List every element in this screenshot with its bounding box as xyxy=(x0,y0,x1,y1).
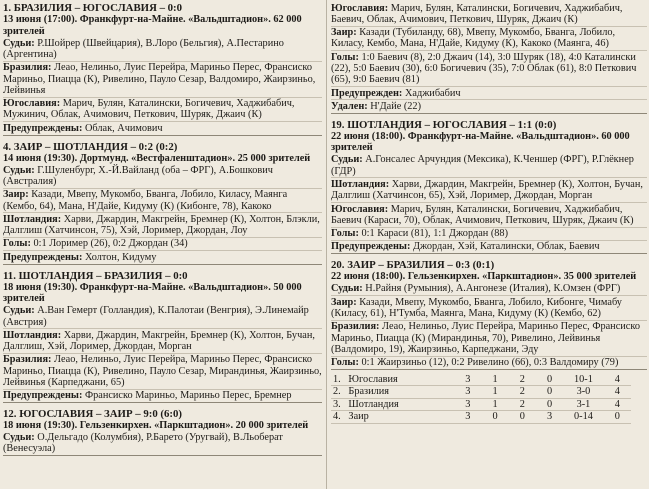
goals-cell: 0-14 xyxy=(563,411,604,424)
played-cell: 3 xyxy=(454,411,481,424)
row-label: Югославия: xyxy=(331,2,389,14)
detail-row xyxy=(331,87,647,100)
row-label: Судьи: xyxy=(331,154,363,166)
detail-row xyxy=(3,329,322,354)
detail-row xyxy=(331,154,647,179)
detail-row xyxy=(3,238,322,251)
row-text: Франсиско Мариньо, Мариньо Перес, Бремнер xyxy=(82,390,292,402)
row-label: Судьи: xyxy=(3,305,35,317)
table-row xyxy=(331,411,631,424)
detail-row xyxy=(331,283,647,296)
row-text: 0:1 Караси (81), 1:1 Джордан (88) xyxy=(358,228,509,240)
draws-cell: 2 xyxy=(509,398,536,411)
row-text: А.Ван Гемерт (Голландия), К.Палотаи (Венгрия), Э.Линемайр (Австрия) xyxy=(3,305,309,328)
column-divider xyxy=(326,0,327,489)
played-cell: 3 xyxy=(454,386,481,399)
row-text: Облак, Ачимович xyxy=(82,122,163,134)
row-label: Шотландия: xyxy=(3,329,62,341)
row-text: Марич, Булян, Каталински, Богичевич, Хаджибабич, Баевич (Караси, 70), Облак, Ачимович, Петкович, Шуряк, Джаич (К) xyxy=(331,203,634,226)
match-info: 14 июня (19:30). Дортмунд. «Вестфаленштадион». 25 000 зрителей xyxy=(3,152,311,164)
match-title: 20. ЗАИР – БРАЗИЛИЯ – 0:3 (0:1) xyxy=(331,259,495,272)
points-cell: 4 xyxy=(604,398,631,411)
row-label: Бразилия: xyxy=(331,321,380,333)
wins-cell: 1 xyxy=(481,386,508,399)
row-label: Предупреждены: xyxy=(3,251,83,263)
wins-cell: 1 xyxy=(481,398,508,411)
detail-row xyxy=(3,189,322,214)
row-text: О.Дельгадо (Колумбия), Р.Барето (Уругвай), В.Льоберат (Венесуэла) xyxy=(3,432,283,455)
position-cell: 4. xyxy=(331,411,346,424)
match-title: 19. ШОТЛАНДИЯ – ЮГОСЛАВИЯ – 1:1 (0:0) xyxy=(331,118,557,131)
row-text: Леао, Нелиньо, Луис Перейра, Мариньо Перес, Франсиско Мариньо, Пиацца (К), Ривелино, Пауло Сезар, Мирандинья, Жаирзиньо, Лейвинья (Карпеджани, 65) xyxy=(3,354,322,388)
detail-row xyxy=(3,98,322,123)
row-label: Голы: xyxy=(331,51,359,63)
row-label: Шотландия: xyxy=(3,213,62,225)
team-cell: Бразилия xyxy=(346,386,454,399)
left-column xyxy=(3,2,322,458)
row-label: Предупреждены: xyxy=(3,122,83,134)
row-text: Харви, Джардин, Макгрейн, Бремнер (К), Холтон, Бучан, Далглиш (Хатчинсон, 65), Хэй, Лоример, Джордан, Морган xyxy=(331,178,643,202)
row-text: Казади, Мвепу, Мукомбо, Бвангa, Лобило, Кибонге, Чимабу (Киласу, 61), Н'Тумба, Маянга, Мана, Кидуму (К) (Кембо, 62) xyxy=(331,296,622,319)
losses-cell: 3 xyxy=(536,411,563,424)
row-text: Н'Дайе (22) xyxy=(367,100,422,112)
detail-row xyxy=(3,354,322,390)
row-text: Марич, Булян, Каталински, Богичевич, Хаджибабич, Баевич, Облак, Ачимович, Петкович, Шуряк, Джаич (К) xyxy=(331,2,623,25)
row-text: Казади, Мвепу, Мукомбо, Бвангa, Лобило, Киласу, Маянга (Кембо, 64), Мана, Н'Дайе, Кидуму (К) (Кибонге, 78), Какоко xyxy=(3,189,288,212)
wins-cell: 0 xyxy=(481,411,508,424)
table-row xyxy=(331,398,631,411)
row-text: 1:0 Баевич (8), 2:0 Джаич (14), 3:0 Шуряк (18), 4:0 Каталински (22), 5:0 Баевич (30), 6:0 Богичевич (35), 7:0 Облак (61), 8:0 Петкович (65), 9:0 Баевич (81) xyxy=(331,51,637,86)
position-cell: 3. xyxy=(331,398,346,411)
detail-row xyxy=(3,251,322,264)
detail-row xyxy=(331,241,647,254)
match-info: 22 июня (18:00). Франкфурт-на-Майне. «Вальдштадион». 60 000 зрителей xyxy=(331,130,630,154)
match-info: 18 июня (19:30). Гельзенкирхен. «Паркштадион». 20 000 зрителей xyxy=(3,420,309,432)
row-label: Предупрежден: xyxy=(331,87,403,99)
table-row xyxy=(331,386,631,399)
goals-cell: 3-0 xyxy=(563,386,604,399)
row-label: Судьи: xyxy=(3,37,35,49)
losses-cell: 0 xyxy=(536,374,563,386)
team-cell: Шотландия xyxy=(346,398,454,411)
row-label: Судьи: xyxy=(3,164,35,176)
row-text: Леао, Нелиньо, Луис Перейра, Мариньо Перес, Франсиско Мариньо, Пиацца (К), Ривелино, Пауло Сезар, Валдомиро, Жаирзиньо, Лейвинья xyxy=(3,62,316,96)
position-cell: 2. xyxy=(331,386,346,399)
group-standings-table xyxy=(331,374,631,424)
row-text: 0:1 Жаирзиньо (12), 0:2 Ривелино (66), 0:3 Валдомиру (79) xyxy=(358,357,619,369)
row-label: Югославия: xyxy=(3,98,61,110)
row-text: Г.Шуленбург, Х.-Й.Вайланд (оба – ФРГ), А.Бошкович (Австралия) xyxy=(3,164,273,187)
match-report xyxy=(3,270,322,404)
row-text: Харви, Джардин, Макгрейн, Бремнер (К), Холтон, Бучан, Далглиш, Хэй, Лоример, Джордан, Морган xyxy=(3,329,315,353)
goals-cell: 3-1 xyxy=(563,398,604,411)
match-title: 4. ЗАИР – ШОТЛАНДИЯ – 0:2 (0:2) xyxy=(3,140,178,153)
row-label: Голы: xyxy=(331,357,359,369)
detail-row xyxy=(331,203,647,228)
detail-row xyxy=(3,37,322,62)
row-label: Югославия: xyxy=(331,203,389,215)
detail-row xyxy=(331,178,647,203)
row-label: Голы: xyxy=(331,228,359,240)
draws-cell: 0 xyxy=(509,411,536,424)
draws-cell: 2 xyxy=(509,386,536,399)
row-label: Заир: xyxy=(3,189,29,201)
row-label: Заир: xyxy=(331,27,357,39)
detail-row xyxy=(3,432,322,457)
detail-row xyxy=(331,100,647,113)
row-text: Леао, Нелиньо, Луис Перейра, Мариньо Перес, Франсиско Мариньо, Пиацца (К) (Мирандинья, 70), Ривелино, Лейвинья (Валдомиро, 19), Жаирзиньо, Карпеджани, Эду xyxy=(331,321,640,355)
row-text: Н.Райня (Румыния), А.Ангонезе (Италия), К.Омзен (ФРГ) xyxy=(362,283,621,295)
row-label: Голы: xyxy=(3,238,31,250)
match-report xyxy=(331,259,647,370)
losses-cell: 0 xyxy=(536,386,563,399)
points-cell: 4 xyxy=(604,374,631,386)
team-cell: Югославия xyxy=(346,374,454,386)
row-text: А.Гонсалес Арчундия (Мексика), К.Ченшер (ФРГ), Р.Глёкнер (ГДР) xyxy=(331,154,634,177)
detail-row xyxy=(3,390,322,403)
match-report xyxy=(3,408,322,456)
detail-row xyxy=(3,213,322,238)
match-title: 11. ШОТЛАНДИЯ – БРАЗИЛИЯ – 0:0 xyxy=(3,269,188,282)
match-report xyxy=(331,119,647,255)
detail-row xyxy=(331,296,647,321)
detail-row xyxy=(3,305,322,330)
match-info: 22 июня (18:00). Гельзенкирхен. «Паркштадион». 35 000 зрителей xyxy=(331,271,637,283)
row-text: Холтон, Кидуму xyxy=(82,251,157,263)
detail-row xyxy=(331,321,647,357)
row-label: Удален: xyxy=(331,100,368,112)
detail-row xyxy=(331,228,647,241)
detail-row xyxy=(331,357,647,370)
detail-row xyxy=(331,2,647,27)
row-label: Судьи: xyxy=(331,283,363,295)
draws-cell: 2 xyxy=(509,374,536,386)
row-label: Предупреждены: xyxy=(331,241,411,253)
row-text: Р.Шойрер (Швейцария), В.Лоро (Бельгия), А.Пестарино (Аргентина) xyxy=(3,37,284,60)
match-report-continued xyxy=(331,2,647,114)
detail-row xyxy=(331,51,647,87)
wins-cell: 1 xyxy=(481,374,508,386)
position-cell: 1. xyxy=(331,374,346,386)
match-title: 12. ЮГОСЛАВИЯ – ЗАИР – 9:0 (6:0) xyxy=(3,408,183,421)
row-label: Судьи: xyxy=(3,432,35,444)
detail-row xyxy=(3,62,322,98)
match-report xyxy=(3,141,322,265)
table-row xyxy=(331,374,631,386)
row-label: Бразилия: xyxy=(3,62,52,74)
played-cell: 3 xyxy=(454,398,481,411)
match-info: 18 июня (19:30). Франкфурт-на-Майне. «Вальдштадион». 50 000 зрителей xyxy=(3,281,302,305)
row-text: Марич, Булян, Каталински, Богичевич, Хаджибабич, Мужинич, Облак, Ачимович, Петкович, Шуряк, Джаич (К) xyxy=(3,98,295,121)
match-report xyxy=(3,2,322,136)
row-label: Заир: xyxy=(331,296,357,308)
row-label: Предупреждены: xyxy=(3,390,83,402)
team-cell: Заир xyxy=(346,411,454,424)
right-column xyxy=(331,2,647,424)
match-info: 13 июня (17:00). Франкфурт-на-Майне. «Вальдштадион». 62 000 зрителей xyxy=(3,14,302,37)
detail-row xyxy=(3,122,322,135)
row-text: Хаджибабич xyxy=(402,87,461,99)
row-text: Джордан, Хэй, Каталински, Облак, Баевич xyxy=(410,241,600,253)
goals-cell: 10-1 xyxy=(563,374,604,386)
row-label: Шотландия: xyxy=(331,178,390,190)
played-cell: 3 xyxy=(454,374,481,386)
row-label: Бразилия: xyxy=(3,354,52,366)
row-text: Харви, Джардин, Макгрейн, Бремнер (К), Холтон, Блэкли, Далглиш (Хатчинсон, 75), Хэй, Лоример, Джордан, Лоу xyxy=(3,213,320,237)
points-cell: 0 xyxy=(604,411,631,424)
points-cell: 4 xyxy=(604,386,631,399)
detail-row xyxy=(331,27,647,52)
detail-row xyxy=(3,164,322,189)
match-title: 1. БРАЗИЛИЯ – ЮГОСЛАВИЯ – 0:0 xyxy=(3,2,183,14)
row-text: 0:1 Лоример (26), 0:2 Джордан (34) xyxy=(30,238,188,250)
row-text: Казади (Тубиланду, 68), Мвепу, Мукомбо, Бвангa, Лобило, Киласу, Кембо, Мана, Н'Дайе, Кидуму (К), Какоко (Маянга, 46) xyxy=(331,27,616,50)
losses-cell: 0 xyxy=(536,398,563,411)
